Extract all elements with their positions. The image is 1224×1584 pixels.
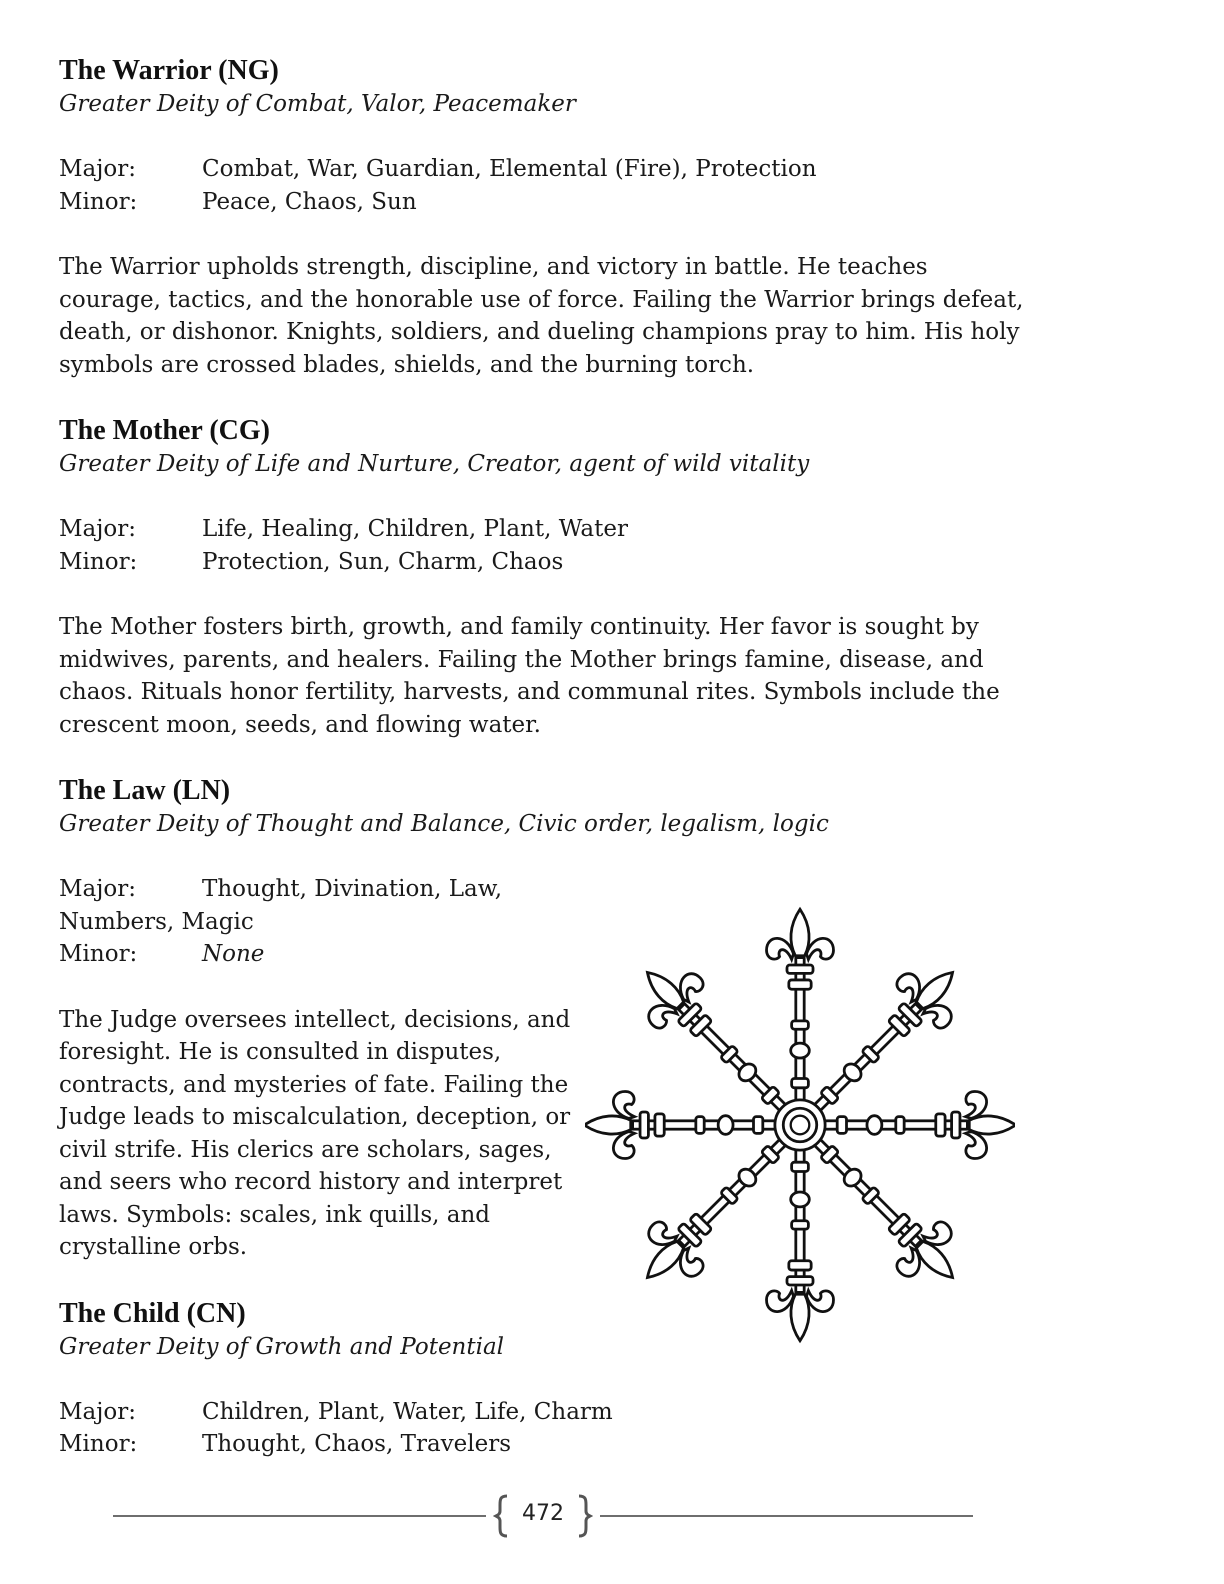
deity-subtitle: Greater Deity of Life and Nurture, Creator, agent of wild vitality [59,451,810,477]
minor-spheres: Peace, Chaos, Sun [202,188,417,215]
description-line: laws. Symbols: scales, ink quills, and [59,1201,491,1228]
description-line: and seers who record history and interpret [59,1169,563,1195]
fleur-de-lis-star-icon [585,890,1015,1360]
description-line: symbols are crossed blades, shields, and the burning torch. [59,351,755,378]
description-line: The Mother fosters birth, growth, and family continuity. Her favor is sought by [59,614,979,640]
footer-rule-right [600,1515,973,1517]
deity-heading: The Warrior (NG) [59,55,279,86]
major-spheres: Thought, Divination, Law, [202,876,503,902]
minor-label: Minor: [59,941,138,967]
minor-label: Minor: [59,1431,138,1457]
major-label: Major: [59,1398,136,1425]
description-line: crystalline orbs. [59,1234,248,1260]
deity-heading: The Mother (CG) [59,415,270,446]
major-label: Major: [59,516,136,542]
deity-subtitle: Greater Deity of Growth and Potential [59,1333,505,1360]
major-spheres: Children, Plant, Water, Life, Charm [202,1398,613,1425]
major-label: Major: [59,876,136,902]
major-spheres-continued: Numbers, Magic [59,908,254,935]
minor-label: Minor: [59,188,138,215]
page-number: 472 [522,1501,564,1526]
minor-spheres: Protection, Sun, Charm, Chaos [202,548,564,575]
description-line: The Judge oversees intellect, decisions, and [59,1006,571,1033]
deity-description [59,611,1039,741]
description-line: Judge leads to miscalculation, deception, or [59,1104,571,1130]
description-line: contracts, and mysteries of fate. Failing the [59,1071,569,1098]
spheres-list [59,873,579,971]
description-line: courage, tactics, and the honorable use of force. Failing the Warrior brings defeat, [59,286,1024,313]
spheres-list [59,513,1039,578]
spheres-list [59,1396,1039,1461]
deity-description [59,1004,579,1264]
deity-subtitle: Greater Deity of Combat, Valor, Peacemaker [59,91,576,117]
minor-label: Minor: [59,548,138,575]
description-line: crescent moon, seeds, and flowing water. [59,711,541,738]
page-number-frame [493,1494,593,1538]
deity-subtitle: Greater Deity of Thought and Balance, Civic order, legalism, logic [59,811,829,837]
description-line: chaos. Rituals honor fertility, harvests, and communal rites. Symbols include the [59,679,1000,705]
deity-heading: The Child (CN) [59,1297,246,1329]
minor-spheres: None [202,941,265,967]
footer-rule-left [113,1515,486,1517]
description-line: The Warrior upholds strength, discipline, and victory in battle. He teaches [59,254,928,280]
deity-warrior [59,54,1039,381]
major-spheres: Combat, War, Guardian, Elemental (Fire), Protection [202,156,817,182]
deity-mother [59,414,1039,741]
deity-description [59,251,1039,381]
deity-heading: The Law (LN) [59,775,231,806]
description-line: death, or dishonor. Knights, soldiers, and dueling champions pray to him. His holy [59,319,1020,345]
description-line: foresight. He is consulted in disputes, [59,1039,502,1065]
spheres-list [59,153,1039,218]
description-line: midwives, parents, and healers. Failing the Mother brings famine, disease, and [59,646,984,673]
minor-spheres: Thought, Chaos, Travelers [202,1431,512,1457]
major-spheres: Life, Healing, Children, Plant, Water [202,516,628,542]
major-label: Major: [59,156,136,182]
description-line: civil strife. His clerics are scholars, sages, [59,1136,552,1163]
